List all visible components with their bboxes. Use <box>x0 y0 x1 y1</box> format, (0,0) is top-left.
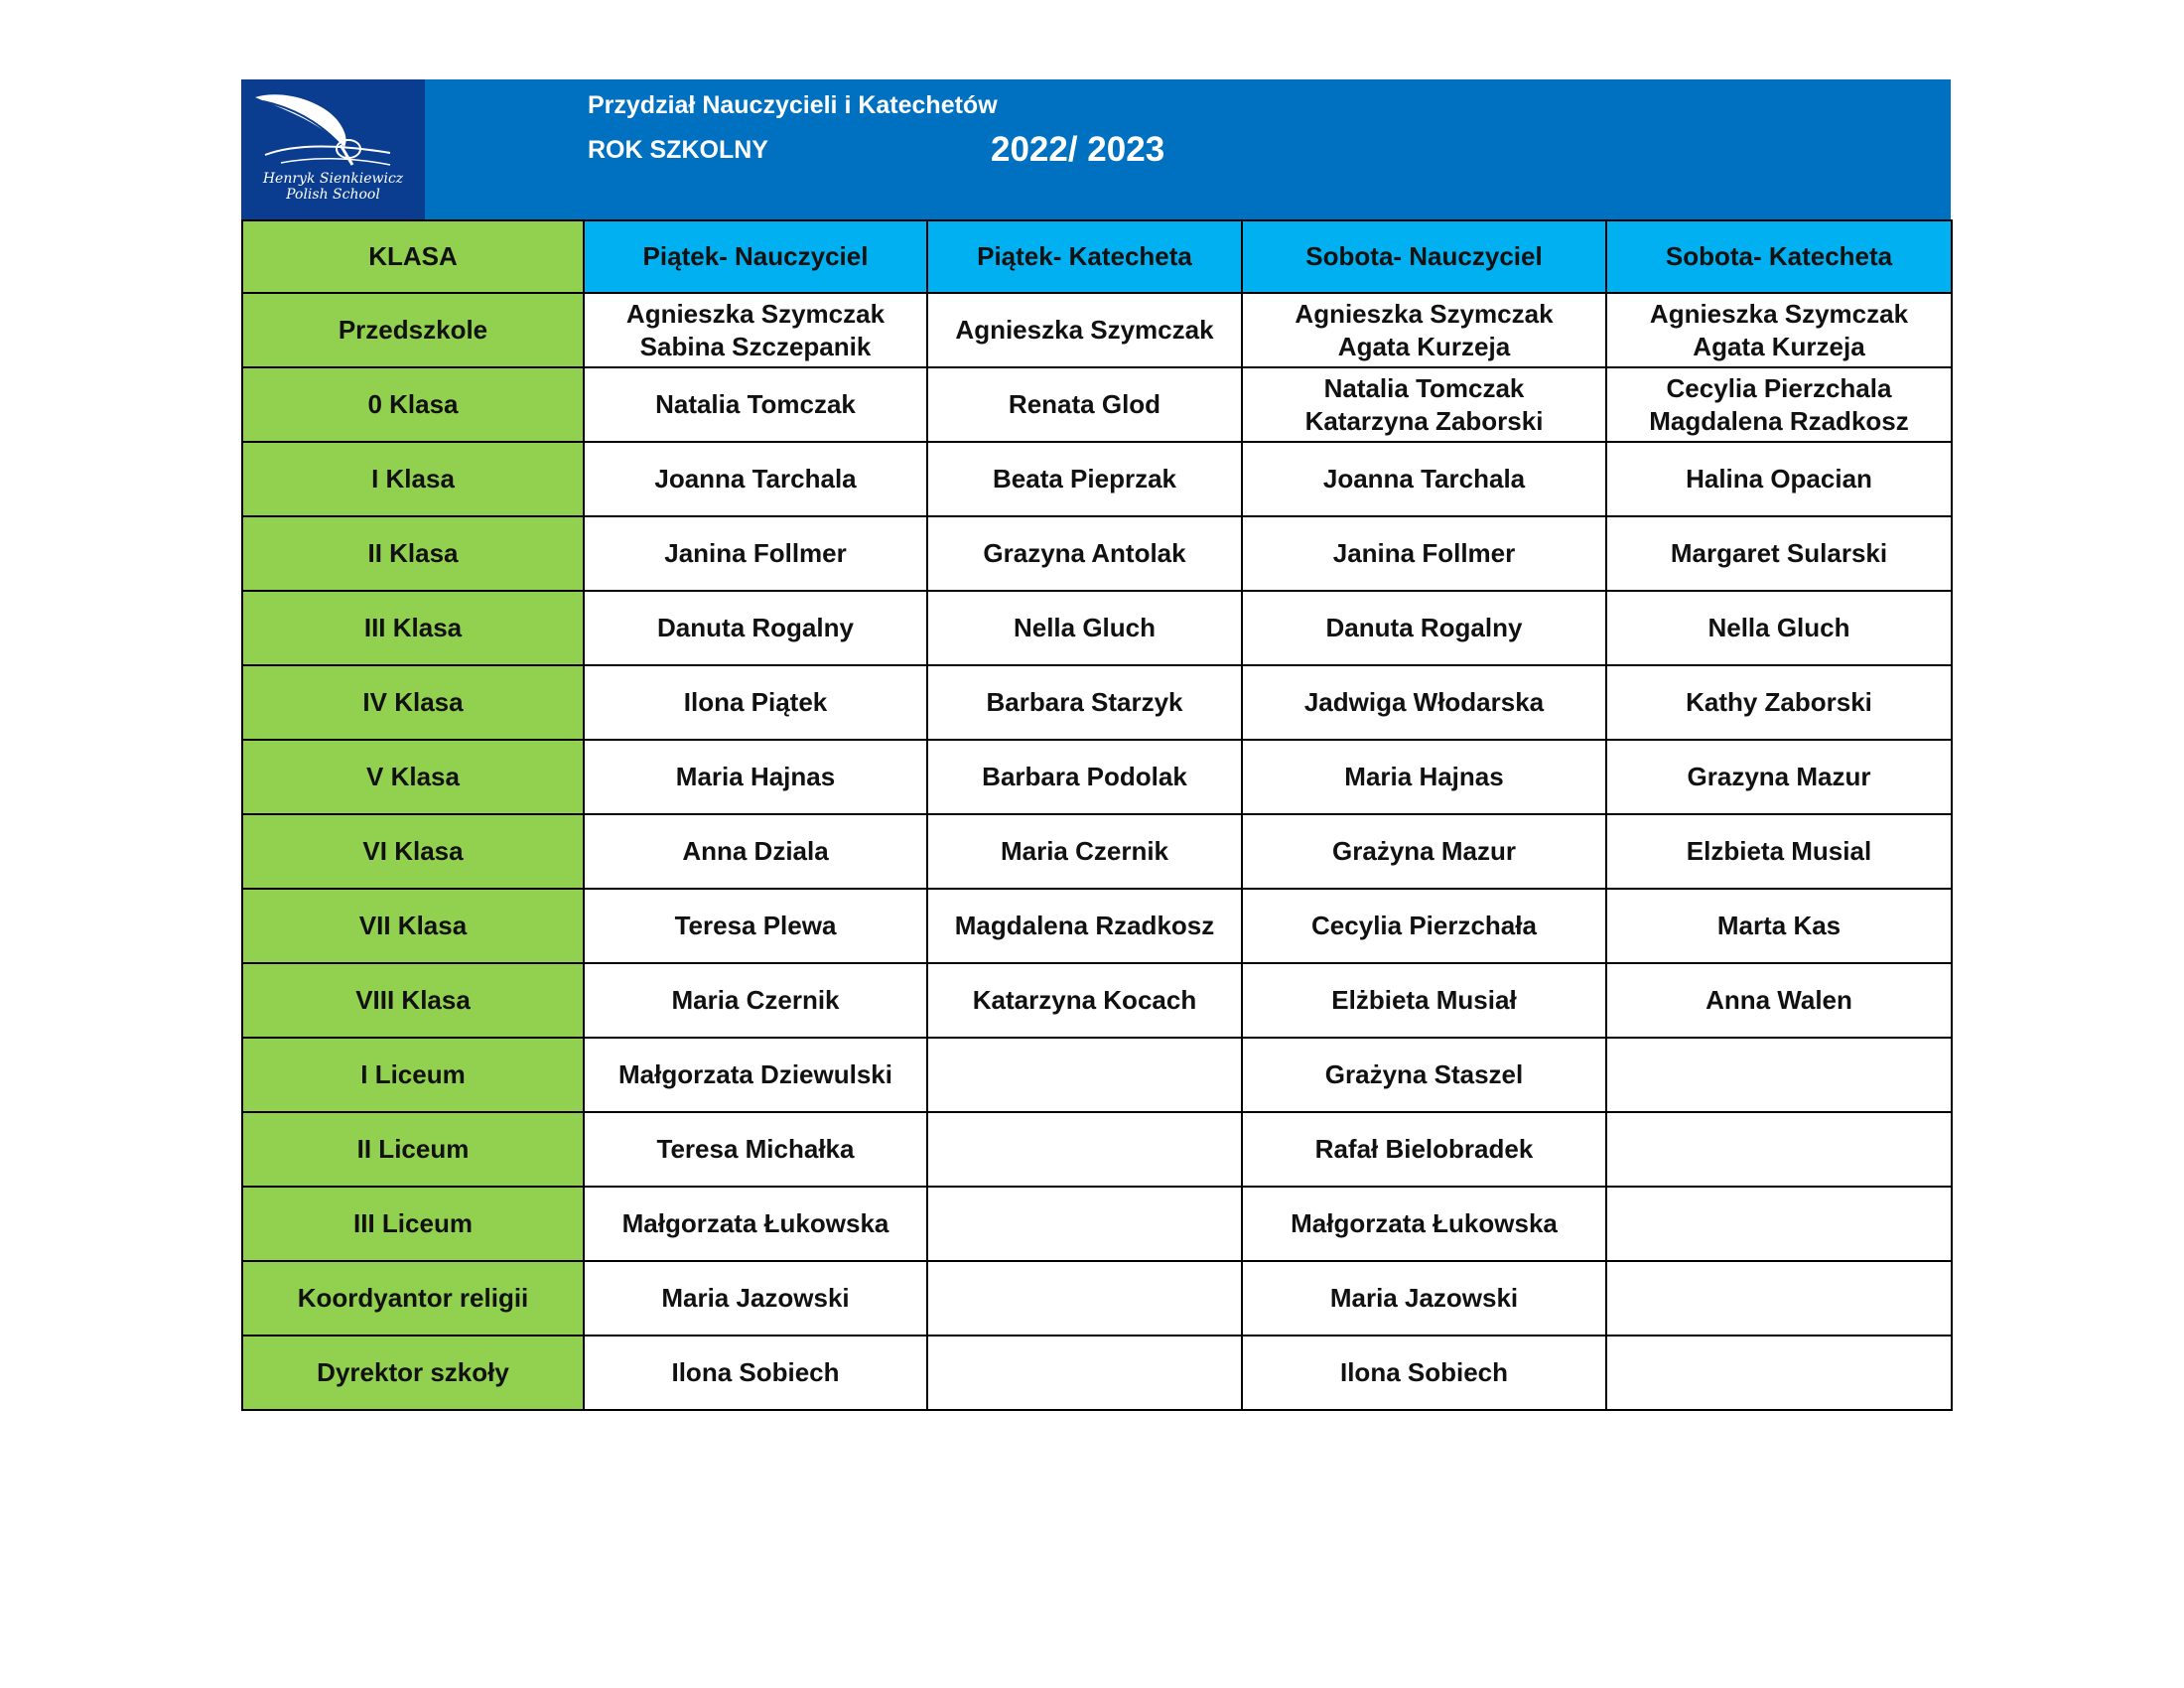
table-row <box>242 442 1952 516</box>
assignment-cell <box>1606 1261 1952 1336</box>
person-name: Janina Follmer <box>664 538 847 568</box>
table-row <box>242 665 1952 740</box>
person-name: Natalia Tomczak <box>655 389 856 419</box>
class-name-cell: VI Klasa <box>242 814 584 889</box>
assignment-cell <box>1242 293 1606 367</box>
assignment-cell <box>927 591 1242 665</box>
person-name: Nella Gluch <box>1013 613 1157 642</box>
assignment-cell <box>1242 1038 1606 1112</box>
person-name: Małgorzata Dziewulski <box>618 1059 892 1089</box>
person-name: Joanna Tarchala <box>1322 464 1526 493</box>
assignment-cell <box>1242 1112 1606 1187</box>
assignment-cell <box>1606 963 1952 1038</box>
class-name-cell: VII Klasa <box>242 889 584 963</box>
person-name: Grażyna Staszel <box>1324 1059 1524 1089</box>
person-name: Halina Opacian <box>1686 464 1872 493</box>
person-name: Maria Jazowski <box>661 1283 850 1313</box>
table-row <box>242 889 1952 963</box>
person-name: Agnieszka Szymczak <box>625 298 886 329</box>
assignment-cell <box>584 1112 927 1187</box>
person-name: Maria Hajnas <box>1344 762 1504 791</box>
column-header-sobota-katecheta: Sobota- Katecheta <box>1606 220 1952 293</box>
assignment-cell <box>1606 889 1952 963</box>
assignment-cell <box>1606 591 1952 665</box>
assignment-cell <box>584 1261 927 1336</box>
person-name: Natalia Tomczak <box>1323 372 1525 403</box>
person-name: Margaret Sularski <box>1670 538 1888 568</box>
assignment-cell <box>1606 665 1952 740</box>
assignment-cell <box>584 442 927 516</box>
assignment-cell <box>584 1187 927 1261</box>
assignment-cell <box>927 1261 1242 1336</box>
school-year-label: ROK SZKOLNY <box>588 136 768 164</box>
table-header-row <box>242 220 1952 293</box>
assignment-cell <box>1242 442 1606 516</box>
person-name: Cecylia Pierzchala <box>1666 372 1892 403</box>
assignment-cell <box>927 293 1242 367</box>
assignment-cell <box>1242 740 1606 814</box>
assignment-cell <box>584 740 927 814</box>
assignment-cell <box>927 889 1242 963</box>
table-row <box>242 1038 1952 1112</box>
table-row <box>242 740 1952 814</box>
person-name: Rafał Bielobradek <box>1314 1134 1534 1164</box>
assignment-cell <box>584 516 927 591</box>
class-name-cell: III Liceum <box>242 1187 584 1261</box>
person-name: Beata Pieprzak <box>993 464 1176 493</box>
assignment-cell <box>927 1336 1242 1410</box>
assignment-cell <box>927 442 1242 516</box>
person-name: Cecylia Pierzchała <box>1311 911 1537 940</box>
assignment-cell <box>584 665 927 740</box>
table-row <box>242 293 1952 367</box>
person-name: Magdalena Rzadkosz <box>954 911 1215 940</box>
assignment-cell <box>1242 367 1606 442</box>
person-name: Grazyna Antolak <box>983 538 1186 568</box>
class-name-cell: Przedszkole <box>242 293 584 367</box>
person-name: Danuta Rogalny <box>1325 613 1523 642</box>
person-name: Elżbieta Musiał <box>1331 985 1517 1015</box>
class-name-cell: I Liceum <box>242 1038 584 1112</box>
assignment-cell <box>1606 1038 1952 1112</box>
assignment-cell <box>584 1038 927 1112</box>
logo-line1: Henryk Sienkiewicz <box>262 171 404 187</box>
assignment-cell <box>1606 367 1952 442</box>
assignment-cell <box>584 591 927 665</box>
person-name: Agnieszka Szymczak <box>955 315 1214 345</box>
person-name: Małgorzata Łukowska <box>621 1208 889 1238</box>
page-title: Przydział Nauczycieli i Katechetów <box>588 91 998 119</box>
class-name-cell: IV Klasa <box>242 665 584 740</box>
person-name: Ilona Sobiech <box>671 1357 840 1387</box>
assignment-cell <box>927 1112 1242 1187</box>
person-name: Agata Kurzeja <box>1693 331 1865 361</box>
school-logo <box>241 79 425 219</box>
assignment-cell <box>1606 1336 1952 1410</box>
person-name: Maria Czernik <box>1000 836 1169 866</box>
person-name: Kathy Zaborski <box>1686 687 1872 717</box>
person-name: Ilona Piątek <box>683 687 828 717</box>
class-name-cell: VIII Klasa <box>242 963 584 1038</box>
person-name: Jadwiga Włodarska <box>1303 687 1545 717</box>
class-name-cell: II Liceum <box>242 1112 584 1187</box>
person-name: Janina Follmer <box>1332 538 1516 568</box>
person-name: Barbara Starzyk <box>986 687 1183 717</box>
assignment-cell <box>927 1187 1242 1261</box>
logo-line2: Polish School <box>286 187 380 203</box>
person-name: Grażyna Mazur <box>1332 836 1516 866</box>
assignment-cell <box>1606 516 1952 591</box>
table-row <box>242 367 1952 442</box>
table-row <box>242 814 1952 889</box>
person-name: Ilona Sobiech <box>1339 1357 1509 1387</box>
assignment-cell <box>927 516 1242 591</box>
assignment-cell <box>584 889 927 963</box>
assignment-cell <box>1242 516 1606 591</box>
person-name: Katarzyna Zaborski <box>1304 405 1544 436</box>
person-name: Sabina Szczepanik <box>639 331 872 361</box>
class-name-cell: Dyrektor szkoły <box>242 1336 584 1410</box>
person-name: Agnieszka Szymczak <box>1649 298 1909 329</box>
person-name: Magdalena Rzadkosz <box>1649 405 1909 436</box>
class-name-cell: I Klasa <box>242 442 584 516</box>
person-name: Teresa Michałka <box>656 1134 855 1164</box>
assignment-cell <box>1606 1112 1952 1187</box>
person-name: Anna Dziala <box>682 836 829 866</box>
assignment-table <box>241 219 1953 1411</box>
person-name: Elzbieta Musial <box>1686 836 1872 866</box>
person-name: Małgorzata Łukowska <box>1291 1208 1558 1238</box>
table-row <box>242 1336 1952 1410</box>
assignment-cell <box>584 293 927 367</box>
column-header-sobota-nauczyciel: Sobota- Nauczyciel <box>1242 220 1606 293</box>
assignment-cell <box>927 367 1242 442</box>
person-name: Barbara Podolak <box>982 762 1187 791</box>
sheet-header <box>241 79 1951 219</box>
assignment-cell <box>1242 1336 1606 1410</box>
person-name: Agata Kurzeja <box>1337 331 1511 361</box>
person-name: Agnieszka Szymczak <box>1295 298 1554 329</box>
assignment-cell <box>584 367 927 442</box>
assignment-cell <box>927 963 1242 1038</box>
class-name-cell: Koordyantor religii <box>242 1261 584 1336</box>
assignment-cell <box>1606 1187 1952 1261</box>
table-row <box>242 591 1952 665</box>
assignment-cell <box>927 665 1242 740</box>
assignment-cell <box>1606 740 1952 814</box>
class-name-cell: 0 Klasa <box>242 367 584 442</box>
table-body <box>242 293 1952 1410</box>
table-row <box>242 963 1952 1038</box>
class-name-cell: V Klasa <box>242 740 584 814</box>
assignment-sheet <box>241 79 1951 1411</box>
person-name: Nella Gluch <box>1707 613 1850 642</box>
assignment-cell <box>1242 591 1606 665</box>
assignment-cell <box>584 963 927 1038</box>
assignment-cell <box>1242 889 1606 963</box>
assignment-cell <box>1606 293 1952 367</box>
person-name: Anna Walen <box>1706 985 1852 1015</box>
assignment-cell <box>1242 963 1606 1038</box>
assignment-cell <box>1242 665 1606 740</box>
assignment-cell <box>1606 442 1952 516</box>
person-name: Joanna Tarchala <box>654 464 857 493</box>
assignment-cell <box>584 814 927 889</box>
table-row <box>242 1112 1952 1187</box>
person-name: Teresa Plewa <box>674 911 837 940</box>
assignment-cell <box>927 1038 1242 1112</box>
person-name: Renata Glod <box>1008 389 1161 419</box>
assignment-cell <box>1242 1261 1606 1336</box>
class-name-cell: III Klasa <box>242 591 584 665</box>
person-name: Grazyna Mazur <box>1687 762 1871 791</box>
person-name: Maria Jazowski <box>1329 1283 1519 1313</box>
person-name: Katarzyna Kocach <box>972 985 1197 1015</box>
table-row <box>242 1187 1952 1261</box>
assignment-cell <box>584 1336 927 1410</box>
school-year-value: 2022/ 2023 <box>991 130 1165 169</box>
column-header-klasa: KLASA <box>242 220 584 293</box>
assignment-cell <box>1606 814 1952 889</box>
table-row <box>242 1261 1952 1336</box>
person-name: Marta Kas <box>1716 911 1842 940</box>
class-name-cell: II Klasa <box>242 516 584 591</box>
assignment-cell <box>927 740 1242 814</box>
person-name: Danuta Rogalny <box>657 613 854 642</box>
column-header-piatek-katecheta: Piątek- Katecheta <box>927 220 1242 293</box>
assignment-cell <box>1242 1187 1606 1261</box>
assignment-cell <box>927 814 1242 889</box>
table-row <box>242 516 1952 591</box>
assignment-cell <box>1242 814 1606 889</box>
person-name: Maria Hajnas <box>675 762 836 791</box>
person-name: Maria Czernik <box>671 985 840 1015</box>
column-header-piatek-nauczyciel: Piątek- Nauczyciel <box>584 220 927 293</box>
